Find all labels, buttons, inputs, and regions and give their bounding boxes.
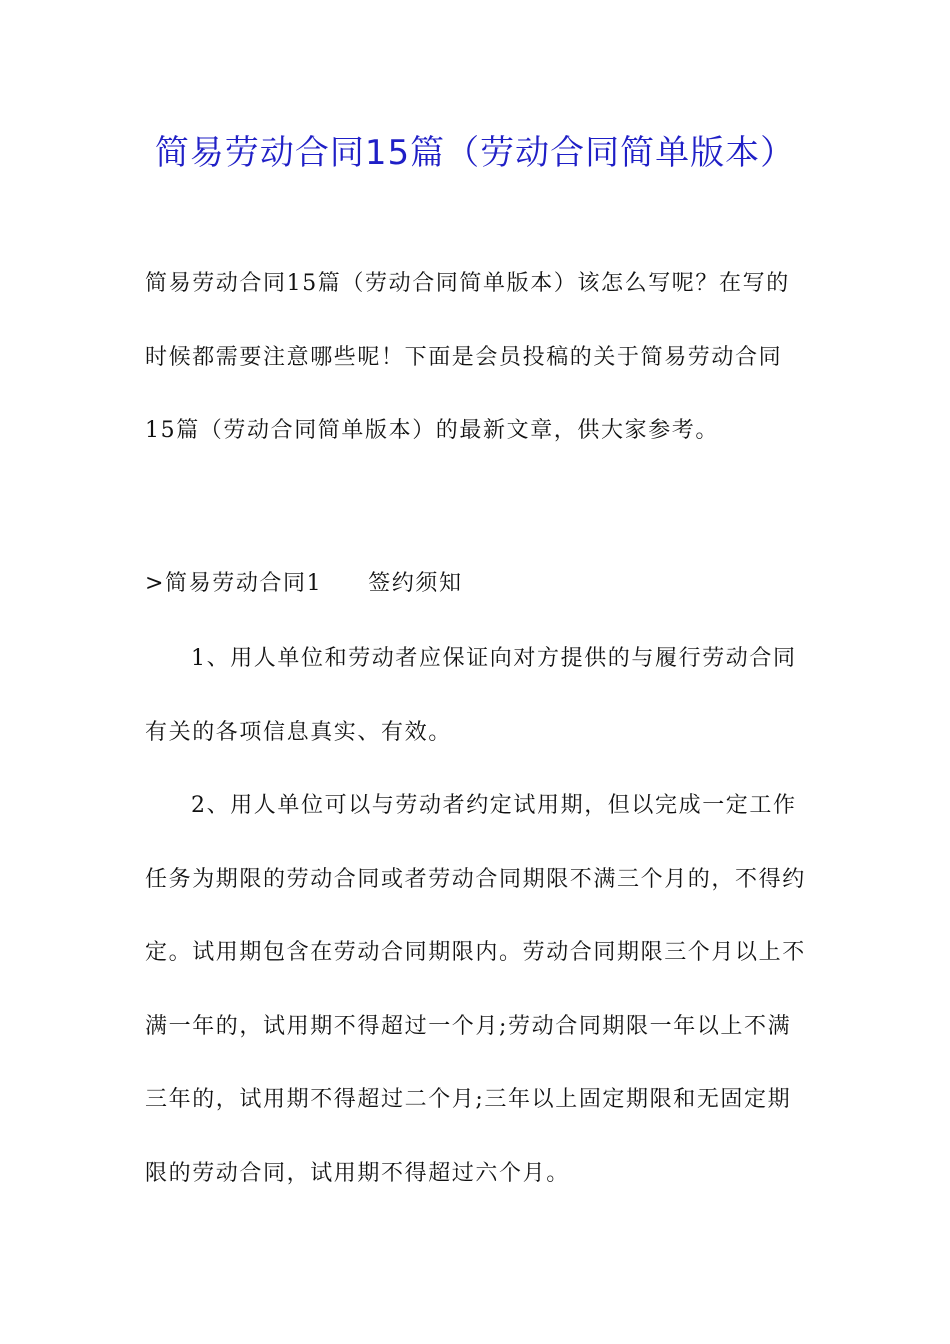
clause-paragraph-2: 2、用人单位可以与劳动者约定试用期，但以完成一定工作任务为期限的劳动合同或者劳动合同期限不满三个月的，不得约定。试用期包含在劳动合同期限内。劳动合同期限三个月以上不满一年的，试用期不得超过一个月;劳动合同期限一年以上不满三年的，试用期不得超过二个月;三年以上固定期限和无固定期限的劳动合同，试用期不得超过六个月。 <box>145 793 806 1186</box>
document-title: 简易劳动合同15篇（劳动合同简单版本） <box>154 133 796 173</box>
intro-paragraph: 简易劳动合同15篇（劳动合同简单版本）该怎么写呢？在写的时候都需要注意哪些呢！下面是会员投稿的关于简易劳动合同15篇（劳动合同简单版本）的最新文章，供大家参考。 <box>145 271 790 443</box>
section-heading-title: >简易劳动合同1 <box>145 571 323 596</box>
section-heading <box>145 547 807 621</box>
clause-paragraph-1: 1、用人单位和劳动者应保证向对方提供的与履行劳动合同有关的各项信息真实、有效。 <box>145 646 797 745</box>
section-heading-subtitle: 签约须知 <box>368 571 463 596</box>
